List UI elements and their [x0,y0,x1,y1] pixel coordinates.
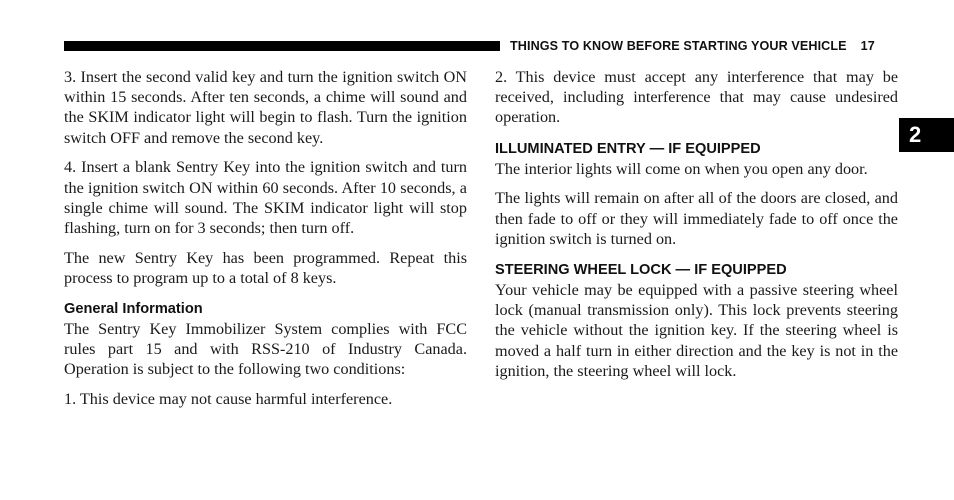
paragraph-step-4: 4. Insert a blank Sentry Key into the ignition switch and turn the ignition switch ON within 60 seconds. After 10 seconds, a single chime will sound. The SKIM indicator light will stop flashing, turn on for 3 seconds; then turn off. [64,158,467,237]
paragraph-step-3: 3. Insert the second valid key and turn the ignition switch ON within 15 seconds. After ten seconds, a chime will sound and the SKIM indicator light will begin to flash. Turn the ignition switch OFF and remove the second key. [64,68,467,147]
chapter-tab: 2 [899,118,954,152]
paragraph-interior-lights: The interior lights will come on when you open any door. [495,159,868,178]
paragraph-condition-1: 1. This device may not cause harmful interference. [64,390,393,409]
paragraph-condition-2: 2. This device must accept any interference that may be received, including interference that may cause undesired operation. [495,68,898,127]
right-column [495,67,898,390]
heading-illuminated-entry: ILLUMINATED ENTRY — IF EQUIPPED [495,140,761,157]
header-title: THINGS TO KNOW BEFORE STARTING YOUR VEHICLE [510,39,847,53]
running-header [510,37,875,55]
header-rule [64,41,500,51]
paragraph-fcc-compliance: The Sentry Key Immobilizer System complies with FCC rules part 15 and with RSS-210 of Industry Canada. Operation is subject to the following two conditions: [64,320,467,379]
page-number: 17 [860,39,875,53]
heading-general-information: General Information [64,301,203,318]
heading-steering-wheel-lock: STEERING WHEEL LOCK — IF EQUIPPED [495,261,787,278]
paragraph-steering-lock: Your vehicle may be equipped with a passive steering wheel lock (manual transmission only). This lock prevents steering the vehicle without the ignition key. If the steering wheel is moved a half turn in either direction and the key is not in the ignition, the steering wheel will lock. [495,280,898,380]
left-column [64,67,467,419]
paragraph-key-programmed: The new Sentry Key has been programmed. Repeat this process to program up to a total of 8 keys. [64,248,467,287]
paragraph-lights-fade: The lights will remain on after all of the doors are closed, and then fade to off or they will immediately fade to off once the ignition switch is turned on. [495,189,898,248]
